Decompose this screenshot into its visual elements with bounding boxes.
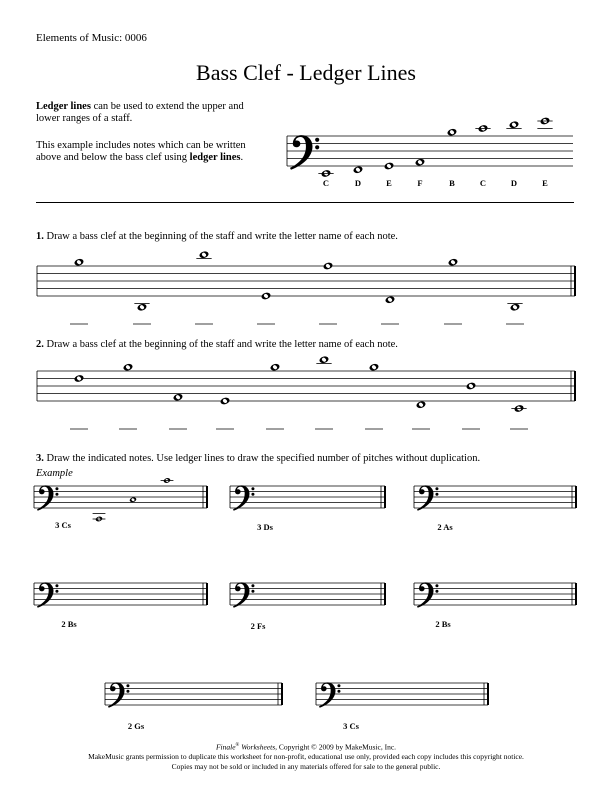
- bass-clef-dot: [126, 684, 129, 687]
- bass-clef-shape: [37, 485, 54, 510]
- exercise-label: 2 Bs: [435, 619, 451, 629]
- bass-clef-dot: [435, 590, 438, 593]
- exercise-label: 2 Bs: [61, 619, 77, 629]
- bass-clef-dot: [55, 590, 58, 593]
- question-text: Draw a bass clef at the beginning of the staff and write the letter name of each note.: [46, 339, 398, 350]
- bass-clef-icon: [290, 135, 319, 170]
- note-letter-label: D: [354, 178, 362, 188]
- question-text: Draw the indicated notes. Use ledger lines to draw the specified number of pitches without duplication.: [46, 453, 481, 464]
- exercise-label: 3 Ds: [257, 522, 273, 532]
- bass-clef-dot: [315, 138, 319, 142]
- bass-clef-dot: [55, 487, 58, 490]
- question-number: 1.: [36, 231, 44, 242]
- intro-text-2: This example includes notes which can be written above and below the bass clef using: [36, 140, 246, 163]
- page-title: Bass Clef - Ledger Lines: [196, 60, 416, 85]
- note-letter-label: F: [417, 178, 423, 188]
- intro-text-1: can be used to extend the upper and lower ranges of a staff.: [36, 101, 244, 124]
- bass-clef-shape: [290, 135, 313, 170]
- bass-clef-icon: [233, 582, 254, 607]
- bass-clef-shape: [108, 682, 125, 707]
- footer-line-1: Finale® Worksheets, Copyright © 2009 by MakeMusic, Inc.: [215, 742, 397, 752]
- note-letter-label: C: [322, 178, 330, 188]
- bass-clef-shape: [233, 485, 250, 510]
- question-text: Draw a bass clef at the beginning of the staff and write the letter name of each note.: [46, 231, 398, 242]
- bass-clef-icon: [417, 485, 438, 510]
- bass-clef-shape: [417, 582, 434, 607]
- bass-clef-dot: [251, 590, 254, 593]
- exercise-label: 2 As: [437, 522, 453, 532]
- bass-clef-dot: [435, 487, 438, 490]
- bass-clef-shape: [319, 682, 336, 707]
- exercise-label: 3 Cs: [343, 721, 359, 731]
- bass-clef-icon: [37, 485, 58, 510]
- bass-clef-shape: [417, 485, 434, 510]
- bass-clef-dot: [315, 145, 319, 149]
- bass-clef-dot: [251, 493, 254, 496]
- bass-clef-dot: [337, 690, 340, 693]
- bass-clef-dot: [435, 493, 438, 496]
- note-letter-label: E: [542, 178, 548, 188]
- question-number: 3.: [36, 453, 44, 464]
- footer-line-3: Copies may not be sold or included in any materials offered for sale to the general public.: [171, 761, 441, 771]
- note-letter-label: D: [510, 178, 518, 188]
- bass-clef-dot: [251, 487, 254, 490]
- bass-clef-dot: [435, 584, 438, 587]
- exercise-label: 2 Fs: [250, 621, 266, 631]
- bass-clef-dot: [251, 584, 254, 587]
- exercise-label: 3 Cs: [55, 520, 71, 530]
- question-number: 2.: [36, 339, 44, 350]
- bass-clef-dot: [337, 684, 340, 687]
- intro-term-2: ledger lines: [189, 152, 241, 163]
- bass-clef-icon: [417, 582, 438, 607]
- bass-clef-dot: [55, 584, 58, 587]
- intro-term: Ledger lines: [36, 101, 91, 112]
- note-letter-label: C: [479, 178, 487, 188]
- bass-clef-shape: [37, 582, 54, 607]
- exercise-label: 2 Gs: [127, 721, 145, 731]
- bass-clef-icon: [233, 485, 254, 510]
- bass-clef-icon: [37, 582, 58, 607]
- intro-text-3: .: [240, 152, 244, 163]
- bass-clef-dot: [126, 690, 129, 693]
- bass-clef-dot: [55, 493, 58, 496]
- note-letter-label: B: [449, 178, 455, 188]
- document-id: Elements of Music: 0006: [36, 32, 147, 44]
- footer-line-2: MakeMusic grants permission to duplicate this worksheet for non-profit, educational use only, provided each copy includes this copyright notice.: [88, 752, 524, 761]
- example-label: Example: [36, 468, 73, 479]
- bass-clef-shape: [233, 582, 250, 607]
- note-letter-label: E: [386, 178, 392, 188]
- copyright-footer: [0, 741, 612, 771]
- bass-clef-icon: [108, 682, 129, 707]
- bass-clef-icon: [319, 682, 340, 707]
